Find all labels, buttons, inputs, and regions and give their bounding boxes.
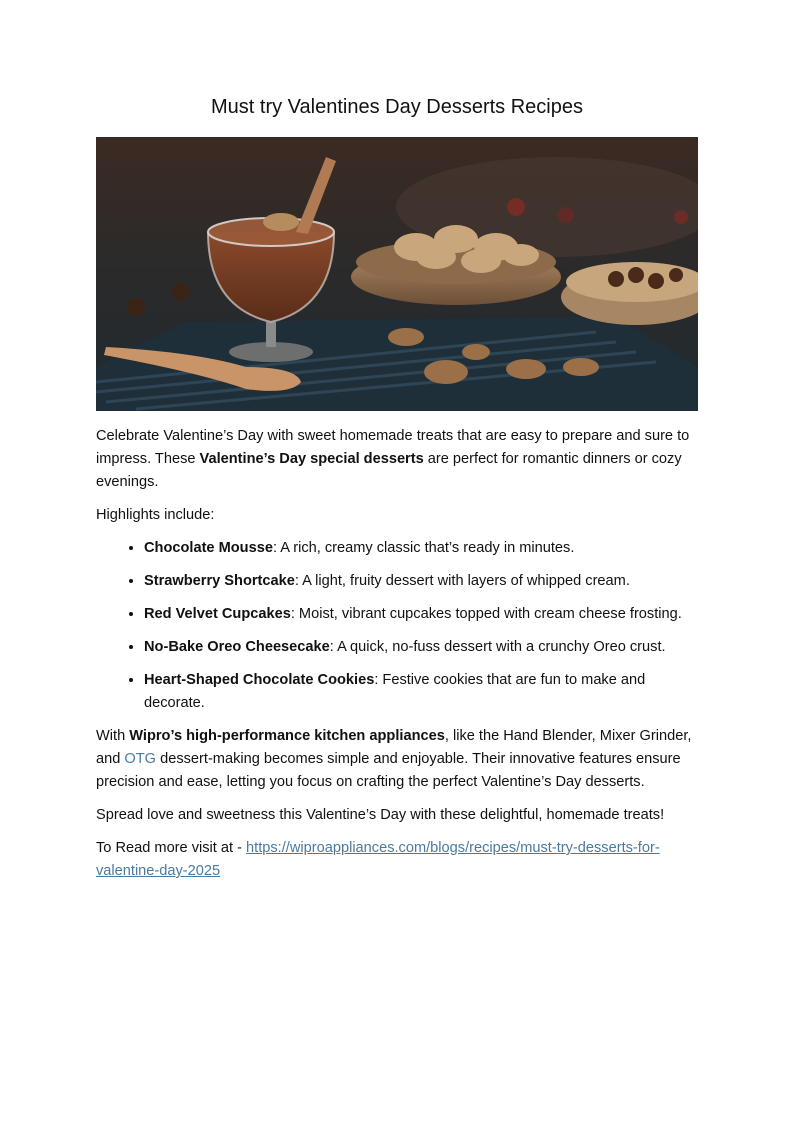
dessert-photo [96,137,698,411]
list-item: • Red Velvet Cupcakes: Moist, vibrant cupcakes topped with cream cheese frosting. [144,603,698,626]
wipro-paragraph: With Wipro’s high-performance kitchen appliances, like the Hand Blender, Mixer Grinder, and OTG dessert-making becomes simple and enjoyable. Their innovative features ensure precision and ease, letting you focus on crafting the perfect Valentine’s Day desserts. [96,728,692,790]
list-item: • Strawberry Shortcake: A light, fruity dessert with layers of whipped cream. [144,570,698,593]
list-item: • Heart-Shaped Chocolate Cookies: Festive cookies that are fun to make and decorate. [144,669,698,715]
list-item: • Chocolate Mousse: A rich, creamy classic that’s ready in minutes. [144,537,698,560]
read-more-link[interactable]: https://wiproappliances.com/blogs/recipes/must-try-desserts-for-valentine-day-2025 [96,840,660,879]
page-title: Must try Valentines Day Desserts Recipes [211,96,583,118]
intro-emphasis: Valentine’s Day special desserts [199,451,424,467]
intro-paragraph: Celebrate Valentine’s Day with sweet homemade treats that are easy to prepare and sure to impress. These Valentine’s Day special desserts are perfect for romantic dinners or cozy evenings. [96,428,690,490]
closing-paragraph: Spread love and sweetness this Valentine’s Day with these delightful, homemade treats! [96,807,665,823]
read-more-paragraph: To Read more visit at - https://wiproappliances.com/blogs/recipes/must-try-desserts-for-valentine-day-2025 [96,840,660,879]
highlights-list [96,537,698,715]
otg-link[interactable]: OTG [124,751,157,767]
highlights-label: Highlights include: [96,507,215,523]
list-item: • No-Bake Oreo Cheesecake: A quick, no-fuss dessert with a crunchy Oreo crust. [144,636,698,659]
article-body [96,425,698,893]
